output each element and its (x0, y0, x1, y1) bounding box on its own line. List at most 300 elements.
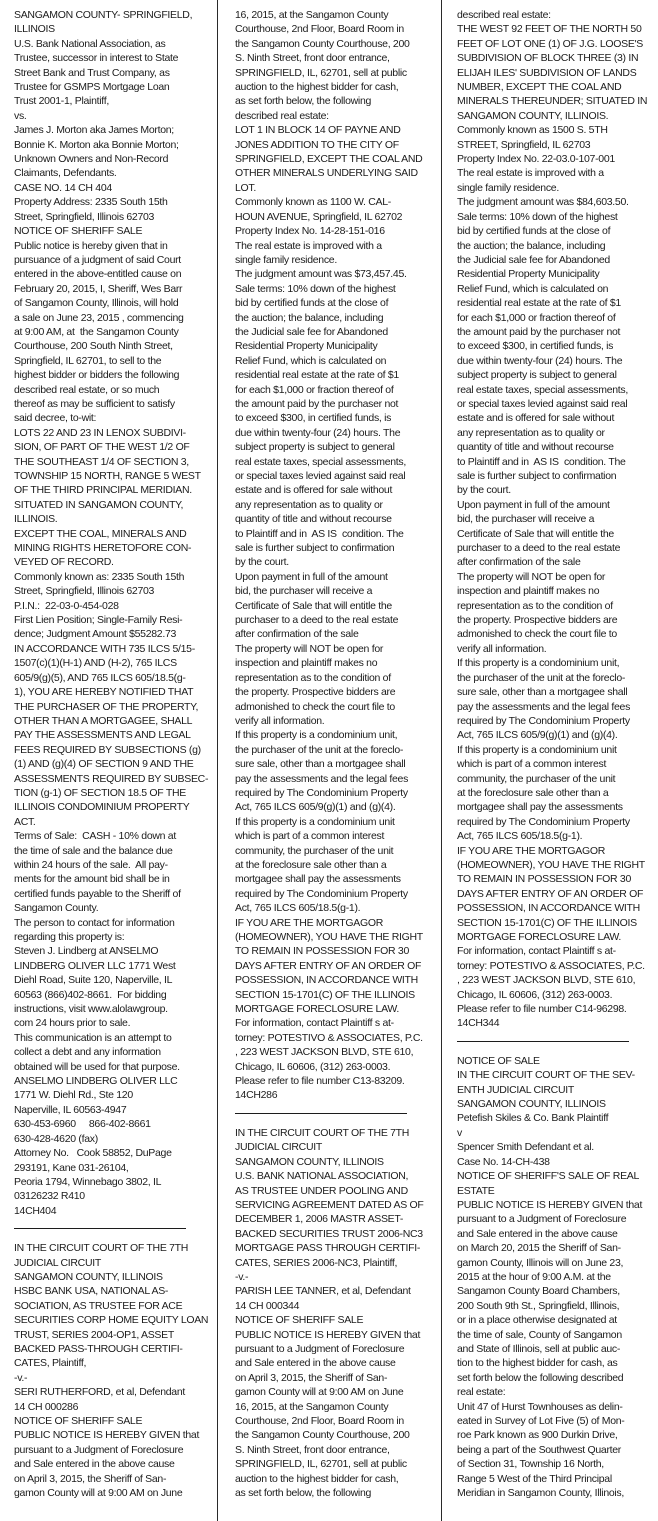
text-line: Unknown Owners and Non-Record (14, 153, 169, 166)
text-line: SITUATED IN SANGAMON COUNTY, (14, 498, 184, 511)
text-line: real estate taxes, special assessments, (457, 383, 628, 396)
text-line: to Plaintiff and in AS IS condition. The (235, 527, 404, 540)
text-line: certified funds payable to the Sheriff of (14, 887, 181, 900)
text-line: TOWNSHIP 15 NORTH, RANGE 5 WEST (14, 470, 201, 482)
text-line: MORTGAGE PASS THROUGH CERTIFI- (235, 1242, 421, 1255)
text-line: ESTATE (457, 1184, 495, 1197)
text-line: IF YOU ARE THE MORTGAGOR (235, 916, 383, 929)
text-line: the amount paid by the purchaser not (457, 325, 621, 338)
text-line: purchaser to a deed to the real estate (235, 614, 399, 627)
text-line: (HOMEOWNER), YOU HAVE THE RIGHT (235, 931, 423, 943)
text-line: dence; Judgment Amount $55282.73 (14, 628, 177, 641)
text-line: 16, 2015, at the Sangamon County (235, 9, 389, 21)
text-line: Trustee, successor in interest to State (14, 52, 179, 65)
text-line: required by The Condominium Property (457, 815, 630, 828)
text-line: DAYS AFTER ENTRY OF AN ORDER OF (235, 959, 422, 972)
text-line: purchaser to a deed to the real estate (457, 542, 621, 555)
legal-notice-block (235, 1126, 435, 1501)
text-line: Street Bank and Trust Company, as (14, 66, 170, 79)
text-line: bid by certified funds at the close of (457, 225, 611, 238)
text-line: The property will NOT be open for (235, 642, 384, 655)
text-line: TRUST, SERIES 2004-OP1, ASSET (14, 1328, 174, 1341)
text-line: Attorney No. Cook 58852, DuPage (14, 1147, 172, 1160)
text-line: or special taxes levied against said real (235, 470, 406, 482)
notice-separator-rule (235, 1113, 407, 1114)
text-line: Please refer to file number C14-96298. (457, 1003, 627, 1016)
text-line: any representation as to quality or (235, 498, 383, 511)
text-line: com 24 hours prior to sale. (14, 1017, 131, 1030)
text-line: for each $1,000 or fraction thereof of (235, 383, 394, 396)
text-line: 2015 at the hour of 9:00 A.M. at the (457, 1270, 611, 1283)
text-line: after confirmation of the sale (235, 628, 359, 641)
text-line: admonished to check the court file to (457, 628, 617, 641)
text-line: TO REMAIN IN POSSESSION FOR 30 (457, 873, 632, 886)
text-line: Trustee for GSMPS Mortgage Loan (14, 81, 170, 94)
text-line: to Plaintiff and in AS IS condition. The (457, 455, 626, 468)
text-line: SECURITIES CORP HOME EQUITY LOAN (14, 1314, 209, 1327)
text-line: CATES, Plaintiff, (14, 1357, 87, 1370)
text-line: LOT. (235, 181, 256, 194)
text-line: Public notice is hereby given that in (14, 239, 168, 252)
text-line: sale is further subject to confirmation (457, 470, 617, 482)
text-line: For information, contact Plaintiff s at- (457, 945, 616, 958)
text-line: verify all information. (457, 642, 547, 655)
text-line: 03126232 R410 (14, 1190, 85, 1203)
text-line: the purchaser of the unit at the foreclo- (457, 671, 626, 684)
text-line: PAY THE ASSESSMENTS AND LEGAL (14, 729, 191, 742)
text-line: JUDICIAL CIRCUIT (235, 1141, 322, 1154)
text-line: the auction; the balance, including (457, 239, 606, 252)
text-line: thereof as may be sufficient to satisfy (14, 397, 175, 410)
text-line: bid by certified funds at the close of (235, 297, 389, 310)
text-line: EXCEPT THE COAL, MINERALS AND (14, 527, 187, 540)
text-line: Case No. 14-CH-438 (457, 1155, 550, 1168)
text-line: HSBC BANK USA, NATIONAL AS- (14, 1285, 169, 1298)
text-line: 1), YOU ARE HEREBY NOTIFIED THAT (14, 686, 194, 699)
text-line: SOCIATION, AS TRUSTEE FOR ACE (14, 1299, 183, 1312)
text-line: TO REMAIN IN POSSESSION FOR 30 (235, 945, 410, 958)
text-line: 14 CH 000344 (235, 1299, 300, 1312)
text-line: the amount paid by the purchaser not (235, 397, 399, 410)
text-line: representation as to the condition of (235, 671, 391, 684)
text-line: sure sale, other than a mortgagee shall (457, 686, 628, 699)
text-line: tion to the highest bidder for cash, as (457, 1357, 618, 1370)
text-line: Sangamon County Board Chambers, (457, 1285, 620, 1298)
text-line: 1771 W. Diehl Rd., Ste 120 (14, 1089, 133, 1102)
text-line: the time of sale, County of Sangamon (457, 1328, 622, 1341)
text-line: IN ACCORDANCE WITH 735 ILCS 5/15- (14, 642, 195, 655)
text-line: of Sangamon County, Illinois, will hold (14, 297, 179, 310)
text-line: Street, Springfield, Illinois 62703 (14, 210, 155, 223)
text-line: MORTGAGE FORECLOSURE LAW. (235, 1003, 400, 1016)
text-line: The judgment amount was $84,603.50. (457, 196, 629, 209)
text-line: NOTICE OF SHERIFF'S SALE OF REAL (457, 1170, 640, 1183)
text-line: Sale terms: 10% down of the highest (457, 210, 618, 223)
text-line: 200 South 9th St., Springfield, Illinois, (457, 1299, 620, 1312)
text-line: Property Address: 2335 South 15th (14, 196, 168, 209)
text-line: POSSESSION, IN ACCORDANCE WITH (457, 902, 640, 915)
text-line: IF YOU ARE THE MORTGAGOR (457, 844, 605, 857)
text-line: PUBLIC NOTICE IS HEREBY GIVEN that (235, 1328, 421, 1341)
text-line: the Sangamon County Courthouse, 200 (235, 1429, 410, 1442)
text-line: single family residence. (457, 181, 559, 194)
text-line: BACKED PASS-THROUGH CERTIFI- (14, 1342, 183, 1355)
text-line: SECTION 15-1701(C) OF THE ILLINOIS (457, 916, 637, 929)
text-line: the property. Prospective bidders are (457, 614, 618, 627)
text-line: at the foreclosure sale other than a (457, 786, 609, 799)
text-line: Petefish Skiles & Co. Bank Plaintiff (457, 1112, 609, 1125)
text-line: S. Ninth Street, front door entrance, (235, 1443, 390, 1456)
text-line: VEYED OF RECORD. (14, 556, 114, 569)
text-line: Residential Property Municipality (235, 340, 378, 353)
text-line: SPRINGFIELD, IL, 62701, sell at public (235, 66, 407, 79)
text-line: the Judicial sale fee for Abandoned (235, 325, 388, 338)
text-line: pay the assessments and the legal fees (457, 700, 631, 713)
text-line: IN THE CIRCUIT COURT OF THE 7TH (235, 1126, 410, 1139)
text-line: -v.- (14, 1371, 28, 1384)
text-line: and Sale entered in the above cause (457, 1227, 618, 1240)
text-line: The property will NOT be open for (457, 570, 606, 583)
text-line: ments for the amount bid shall be in (14, 873, 170, 886)
text-line: v (457, 1126, 462, 1139)
text-line: sure sale, other than a mortgagee shall (235, 758, 406, 771)
text-line: subject property is subject to general (235, 441, 395, 454)
legal-notice-block (457, 8, 657, 1031)
text-line: TION (g-1) OF SECTION 18.5 OF THE (14, 786, 186, 799)
legal-notice-block (235, 8, 435, 1103)
text-line: IN THE CIRCUIT COURT OF THE SEV- (457, 1069, 635, 1082)
text-line: required by The Condominium Property (457, 714, 630, 727)
text-line: Courthouse, 2nd Floor, Board Room in (235, 23, 404, 36)
text-line: The real estate is improved with a (457, 167, 604, 180)
text-line: ILLINOIS (14, 23, 55, 36)
text-line: ILLINOIS CONDOMINIUM PROPERTY (14, 801, 190, 814)
text-line: or special taxes levied against said real (457, 397, 628, 410)
text-line: If this property is a condominium unit, (457, 657, 620, 670)
text-line: community, the purchaser of the unit (457, 772, 616, 785)
text-line: Trust 2001-1, Plaintiff, (14, 95, 109, 108)
text-line: 16, 2015, at the Sangamon County (235, 1400, 389, 1413)
text-line: pursuant to a Judgment of Foreclosure (235, 1342, 405, 1355)
text-line: collect a debt and any information (14, 1046, 161, 1059)
text-line: If this property is a condominium unit (457, 743, 617, 756)
text-line: subject property is subject to general (457, 369, 617, 382)
text-line: by the court. (235, 556, 289, 569)
notice-column-1 (14, 8, 214, 1500)
text-line: Relief Fund, which is calculated on (457, 282, 609, 295)
text-line: LINDBERG OLIVER LLC 1771 West (14, 959, 176, 972)
text-line: Chicago, IL 60606, (312) 263-0003. (457, 988, 613, 1001)
text-line: and Sale entered in the above cause (235, 1357, 396, 1370)
legal-notice-block (14, 8, 214, 1218)
text-line: on March 20, 2015 the Sheriff of San- (457, 1242, 621, 1255)
text-line: Spencer Smith Defendant et al. (457, 1141, 594, 1154)
text-line: This communication is an attempt to (14, 1031, 172, 1044)
text-line: OF THE THIRD PRINCIPAL MERIDIAN. (14, 484, 192, 497)
text-line: Commonly known as 1100 W. CAL- (235, 196, 391, 209)
text-line: Terms of Sale: CASH - 10% down at (14, 830, 176, 843)
text-line: Property Index No. 14-28-151-016 (235, 225, 385, 238)
text-line: pursuance of a judgment of said Court (14, 253, 181, 266)
text-line: MINING RIGHTS HERETOFORE CON- (14, 542, 192, 555)
text-line: as set forth below, the following (235, 1487, 372, 1500)
text-line: , 223 WEST JACKSON BLVD, STE 610, (235, 1046, 414, 1059)
text-line: inspection and plaintiff makes no (235, 657, 378, 670)
column-divider-2 (441, 0, 442, 1521)
text-line: BACKED SECURITIES TRUST 2006-NC3 (235, 1227, 423, 1240)
text-line: DAYS AFTER ENTRY OF AN ORDER OF (457, 887, 644, 900)
text-line: 14CH286 (235, 1089, 278, 1102)
text-line: FEES REQUIRED BY SUBSECTIONS (g) (14, 743, 201, 756)
text-line: SANGAMON COUNTY- SPRINGFIELD, (14, 9, 193, 21)
text-line: of Section 31, Township 16 North, (457, 1458, 604, 1471)
text-line: Residential Property Municipality (457, 268, 600, 281)
text-line: Claimants, Defendants. (14, 167, 117, 180)
text-line: quantity of title and without recourse (457, 441, 614, 454)
text-line: bid, the purchaser will receive a (235, 585, 373, 598)
text-line: Diehl Road, Suite 120, Naperville, IL (14, 974, 173, 987)
text-line: any representation as to quality or (457, 426, 605, 439)
text-line: eated in Survey of Lot Five (5) of Mon- (457, 1415, 625, 1427)
text-line: ANSELMO LINDBERG OLIVER LLC (14, 1075, 178, 1088)
text-line: admonished to check the court file to (235, 700, 395, 713)
text-line: single family residence. (235, 253, 337, 266)
notice-column-3 (457, 8, 657, 1500)
text-line: Chicago, IL 60606, (312) 263-0003. (235, 1060, 391, 1073)
text-line: gamon County will at 9:00 AM on June (235, 1386, 404, 1399)
text-line: Upon payment in full of the amount (235, 570, 388, 583)
text-line: on April 3, 2015, the Sheriff of San- (14, 1472, 167, 1485)
text-line: quantity of title and without recourse (235, 513, 392, 526)
text-line: residential real estate at the rate of $1 (235, 369, 399, 382)
text-line: SPRINGFIELD, EXCEPT THE COAL AND (235, 153, 423, 166)
text-line: SERI RUTHERFORD, et al, Defendant (14, 1386, 185, 1399)
text-line: at 9:00 AM, at the Sangamon County (14, 325, 179, 338)
text-line: Street, Springfield, Illinois 62703 (14, 585, 155, 598)
text-line: (HOMEOWNER), YOU HAVE THE RIGHT (457, 858, 645, 871)
text-line: , 223 WEST JACKSON BLVD, STE 610, (457, 974, 636, 987)
text-line: SERVICING AGREEMENT DATED AS OF (235, 1198, 424, 1211)
text-line: 60563 (866)402-8661. For bidding (14, 988, 167, 1001)
text-line: 605/9(g)(5), AND 765 ILCS 605/18.5(g- (14, 671, 186, 684)
text-line: POSSESSION, IN ACCORDANCE WITH (235, 974, 418, 987)
text-line: P.I.N.: 22-03-0-454-028 (14, 599, 119, 612)
text-line: ELIJAH ILES' SUBDIVISION OF LANDS (457, 66, 637, 79)
text-line: U.S. BANK NATIONAL ASSOCIATION, (235, 1170, 409, 1183)
text-line: and State of Illinois, sell at public auc- (457, 1342, 621, 1355)
text-line: OTHER MINERALS UNDERLYING SAID (235, 167, 418, 180)
text-line: mortgagee shall pay the assessments (457, 801, 623, 814)
text-line: Commonly known as 1500 S. 5TH (457, 124, 608, 137)
text-line: on April 3, 2015, the Sheriff of San- (235, 1371, 388, 1384)
text-line: or in a place otherwise designated at (457, 1314, 617, 1327)
text-line: Sangamon County. (14, 902, 99, 915)
notice-separator-rule (457, 1041, 629, 1042)
text-line: ENTH JUDICIAL CIRCUIT (457, 1083, 574, 1096)
text-line: AS TRUSTEE UNDER POOLING AND (235, 1184, 408, 1197)
column-divider-1 (217, 0, 218, 1521)
text-line: for each $1,000 or fraction thereof of (457, 311, 616, 324)
text-line: S. Ninth Street, front door entrance, (235, 52, 390, 65)
text-line: real estate: (457, 1386, 506, 1399)
text-line: CASE NO. 14 CH 404 (14, 181, 112, 194)
text-line: SANGAMON COUNTY, ILLINOIS (14, 1270, 163, 1283)
text-line: Relief Fund, which is calculated on (235, 354, 387, 367)
text-line: the auction; the balance, including (235, 311, 384, 324)
text-line: due within twenty-four (24) hours. The (235, 426, 401, 439)
text-line: 14CH344 (457, 1017, 500, 1030)
text-line: PUBLIC NOTICE IS HEREBY GIVEN that (14, 1429, 200, 1442)
text-line: CATES, SERIES 2006-NC3, Plaintiff, (235, 1256, 398, 1269)
text-line: pay the assessments and the legal fees (235, 772, 409, 785)
text-line: The judgment amount was $73,457.45. (235, 268, 407, 281)
text-line: SPRINGFIELD, IL, 62701, sell at public (235, 1458, 407, 1471)
text-line: LOT 1 IN BLOCK 14 OF PAYNE AND (235, 124, 401, 137)
text-line: Act, 765 ILCS 605/9(g)(1) and (g)(4). (235, 801, 396, 814)
text-line: LOTS 22 AND 23 IN LENOX SUBDIVI- (14, 426, 186, 439)
text-line: auction to the highest bidder for cash, (235, 1472, 399, 1485)
text-line: Certificate of Sale that will entitle the (457, 527, 614, 540)
text-line: gamon County will at 9:00 AM on June (14, 1487, 183, 1500)
text-line: required by The Condominium Property (235, 786, 408, 799)
text-line: -v.- (235, 1270, 249, 1283)
text-line: residential real estate at the rate of $1 (457, 297, 621, 310)
text-line: Naperville, IL 60563-4947 (14, 1103, 127, 1116)
text-line: estate and is offered for sale without (235, 484, 393, 497)
text-line: 293191, Kane 031-26104, (14, 1161, 129, 1174)
text-line: THE WEST 92 FEET OF THE NORTH 50 (457, 23, 642, 36)
text-line: at the foreclosure sale other than a (235, 858, 387, 871)
text-line: The person to contact for information (14, 916, 175, 929)
text-line: February 20, 2015, I, Sheriff, Wes Barr (14, 282, 183, 295)
text-line: U.S. Bank National Association, as (14, 37, 166, 50)
text-line: a sale on June 23, 2015 , commencing (14, 311, 184, 324)
text-line: PUBLIC NOTICE IS HEREBY GIVEN that (457, 1198, 643, 1211)
text-line: Unit 47 of Hurst Townhouses as delin- (457, 1400, 623, 1413)
text-line: If this property is a condominium unit (235, 815, 395, 828)
text-line: Sale terms: 10% down of the highest (235, 282, 396, 295)
text-line: the Sangamon County Courthouse, 200 (235, 37, 410, 50)
text-line: instructions, visit www.alolawgroup. (14, 1003, 168, 1016)
text-line: SANGAMON COUNTY, ILLINOIS (457, 1098, 606, 1111)
text-line: Act, 765 ILCS 605/18.5(g-1). (235, 902, 361, 915)
text-line: after confirmation of the sale (457, 556, 581, 569)
text-line: SION, OF PART OF THE WEST 1/2 OF (14, 441, 190, 454)
text-line: THE SOUTHEAST 1/4 OF SECTION 3, (14, 455, 189, 468)
text-line: torney: POTESTIVO & ASSOCIATES, P.C. (235, 1031, 423, 1044)
text-line: highest bidder or bidders the following (14, 369, 180, 382)
text-line: auction to the highest bidder for cash, (235, 81, 399, 94)
text-line: SUBDIVISION OF BLOCK THREE (3) IN (457, 52, 639, 65)
text-line: which is part of a common interest (457, 758, 607, 771)
text-line: Certificate of Sale that will entitle the (235, 599, 392, 612)
notice-separator-rule (14, 1228, 186, 1229)
text-line: NOTICE OF SHERIFF SALE (14, 225, 143, 238)
text-line: Upon payment in full of the amount (457, 498, 610, 511)
text-line: being a part of the Southwest Quarter (457, 1443, 622, 1456)
text-line: Courthouse, 200 South Ninth Street, (14, 340, 173, 353)
text-line: 630-453-6960 866-402-8661 (14, 1118, 151, 1131)
text-line: ASSESSMENTS REQUIRED BY SUBSEC- (14, 772, 209, 785)
text-line: Property Index No. 22-03.0-107-001 (457, 153, 615, 166)
text-line: pursuant to a Judgment of Foreclosure (14, 1443, 184, 1456)
text-line: For information, contact Plaintiff s at- (235, 1017, 394, 1030)
text-line: community, the purchaser of the unit (235, 844, 394, 857)
text-line: PARISH LEE TANNER, et al, Defendant (235, 1285, 411, 1298)
text-line: torney: POTESTIVO & ASSOCIATES, P.C. (457, 959, 645, 972)
text-line: JONES ADDITION TO THE CITY OF (235, 138, 399, 151)
text-line: real estate taxes, special assessments, (235, 455, 406, 468)
text-line: NOTICE OF SHERIFF SALE (14, 1415, 143, 1427)
text-line: If this property is a condominium unit, (235, 729, 398, 742)
text-line: set forth below the following described (457, 1371, 624, 1384)
text-line: 14CH404 (14, 1204, 57, 1217)
text-line: SECTION 15-1701(C) OF THE ILLINOIS (235, 988, 415, 1001)
text-line: within 24 hours of the sale. All pay- (14, 858, 168, 871)
text-line: Peoria 1794, Winnebago 3802, IL (14, 1175, 162, 1188)
text-line: First Lien Position; Single-Family Resi- (14, 614, 183, 627)
text-line: the Judicial sale fee for Abandoned (457, 253, 610, 266)
text-line: Meridian in Sangamon County, Illinois, (457, 1487, 624, 1500)
text-line: Courthouse, 2nd Floor, Board Room in (235, 1415, 404, 1427)
text-line: IN THE CIRCUIT COURT OF THE 7TH (14, 1242, 189, 1255)
text-line: HOUN AVENUE, Springfield, IL 62702 (235, 210, 403, 223)
text-line: regarding this property is: (14, 931, 125, 943)
text-line: sale is further subject to confirmation (235, 542, 395, 555)
text-line: OTHER THAN A MORTGAGEE, SHALL (14, 714, 193, 727)
text-line: required by The Condominium Property (235, 887, 408, 900)
text-line: ILLINOIS. (14, 513, 58, 526)
text-line: JUDICIAL CIRCUIT (14, 1256, 101, 1269)
text-line: described real estate: (235, 109, 329, 122)
text-line: DECEMBER 1, 2006 MASTR ASSET- (235, 1213, 404, 1226)
text-line: Bonnie K. Morton aka Bonnie Morton; (14, 138, 179, 151)
text-line: pursuant to a Judgment of Foreclosure (457, 1213, 627, 1226)
text-line: the purchaser of the unit at the foreclo- (235, 743, 404, 756)
text-line: 1507(c)(1)(H-1) AND (H-2), 765 ILCS (14, 657, 177, 670)
legal-notice-block (457, 1054, 657, 1501)
text-line: described real estate, or so much (14, 383, 160, 396)
text-line: Steven J. Lindberg at ANSELMO (14, 945, 159, 958)
text-line: SANGAMON COUNTY, ILLINOIS. (457, 109, 609, 122)
notice-column-2 (235, 8, 435, 1500)
text-line: to exceed $300, in certified funds, is (457, 340, 614, 353)
text-line: to exceed $300, in certified funds, is (235, 412, 392, 425)
text-line: the time of sale and the balance due (14, 844, 173, 857)
text-line: James J. Morton aka James Morton; (14, 124, 174, 137)
text-line: The real estate is improved with a (235, 239, 382, 252)
text-line: Springfield, IL 62701, to sell to the (14, 354, 162, 367)
text-line: Commonly known as: 2335 South 15th (14, 570, 185, 583)
text-line: roe Park known as 900 Durkin Drive, (457, 1429, 618, 1442)
text-line: said decree, to-wit: (14, 412, 97, 425)
text-line: NOTICE OF SALE (457, 1054, 540, 1067)
text-line: ACT. (14, 815, 36, 828)
text-line: THE PURCHASER OF THE PROPERTY, (14, 700, 199, 713)
text-line: (1) AND (g)(4) OF SECTION 9 AND THE (14, 758, 194, 771)
text-line: mortgagee shall pay the assessments (235, 873, 401, 886)
text-line: bid, the purchaser will receive a (457, 513, 595, 526)
text-line: Act, 765 ILCS 605/18.5(g-1). (457, 830, 583, 843)
text-line: vs. (14, 109, 27, 122)
text-line: described real estate: (457, 9, 551, 21)
text-line: representation as to the condition of (457, 599, 613, 612)
text-line: SANGAMON COUNTY, ILLINOIS (235, 1155, 384, 1168)
text-line: 630-428-4620 (fax) (14, 1132, 98, 1145)
text-line: as set forth below, the following (235, 95, 372, 108)
text-line: Please refer to file number C13-83209. (235, 1075, 405, 1088)
text-line: Range 5 West of the Third Principal (457, 1472, 612, 1485)
